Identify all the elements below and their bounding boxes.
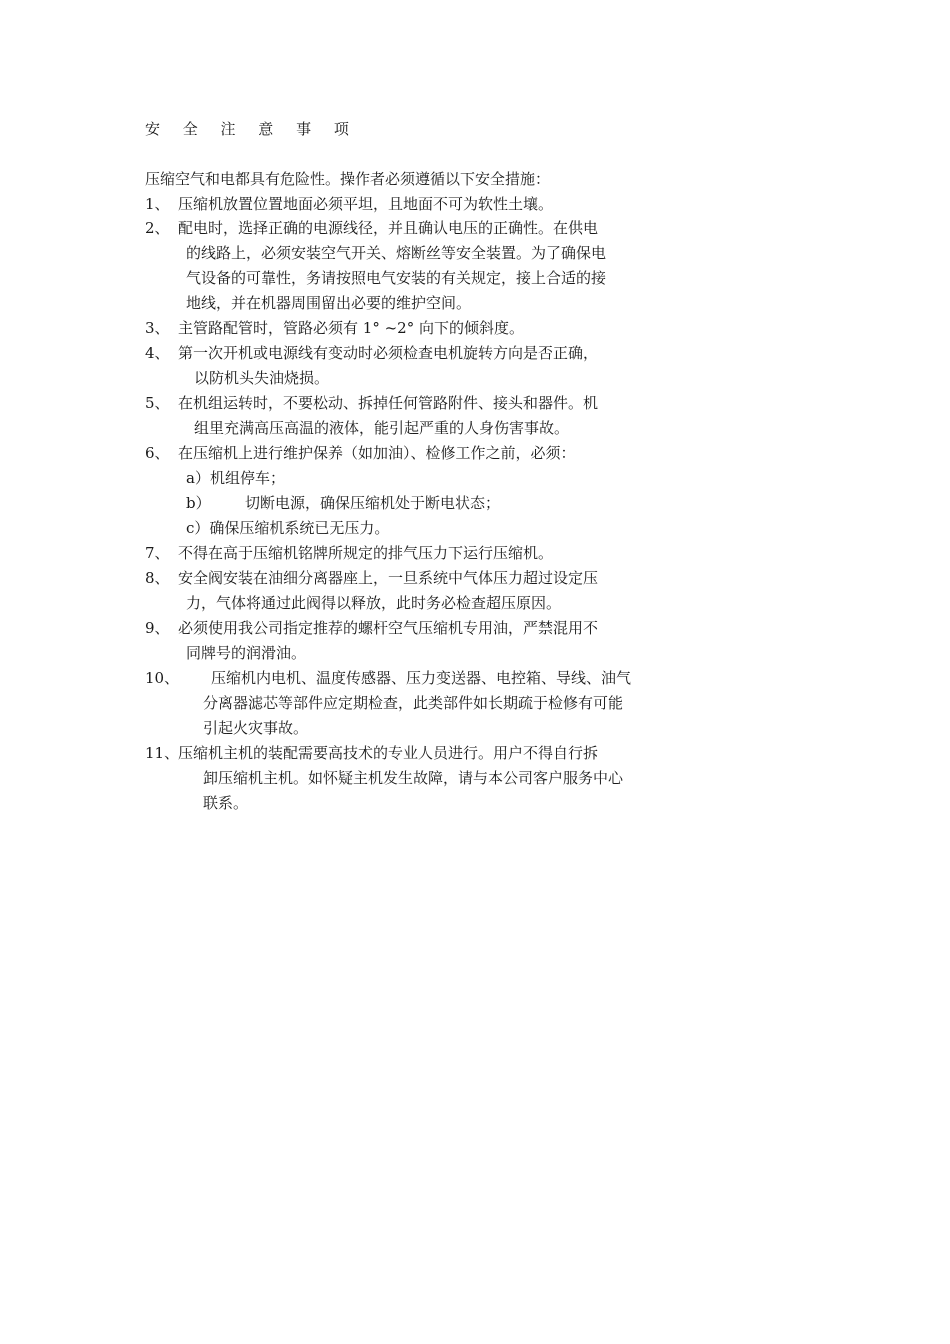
item-3-number: 3、: [145, 319, 170, 337]
item-2-line-2: 的线路上，必须安装空气开关、熔断丝等安全装置。为了确保电: [186, 244, 607, 262]
item-2-number: 2、: [145, 219, 170, 237]
item-11-line-1: 压缩机主机的装配需要高技术的专业人员进行。用户不得自行拆: [178, 744, 599, 762]
item-4-number: 4、: [145, 344, 170, 362]
item-10-line-1: 压缩机内电机、温度传感器、压力变送器、电控箱、导线、油气: [211, 669, 632, 687]
item-10-number: 10、: [145, 669, 180, 687]
item-8-number: 8、: [145, 569, 170, 587]
item-1-line-1: 压缩机放置位置地面必须平坦，且地面不可为软性土壤。: [178, 195, 554, 213]
document-title: 安 全 注 意 事 项: [145, 120, 358, 138]
item-11-number: 11、: [145, 744, 180, 762]
item-9-line-2: 同牌号的润滑油。: [186, 644, 307, 662]
item-5-line-2: 组里充满高压高温的液体，能引起严重的人身伤害事故。: [194, 419, 570, 437]
item-6-sub-c: c）确保压缩机系统已无压力。: [186, 519, 390, 537]
item-6-sub-a: a）机组停车；: [186, 469, 285, 487]
item-7-line-1: 不得在高于压缩机铭牌所规定的排气压力下运行压缩机。: [178, 544, 554, 562]
item-9-line-1: 必须使用我公司指定推荐的螺杆空气压缩机专用油，严禁混用不: [178, 619, 599, 637]
item-1-number: 1、: [145, 195, 170, 213]
item-2-line-3: 气设备的可靠性，务请按照电气安装的有关规定，接上合适的接: [186, 269, 607, 287]
item-8-line-2: 力，气体将通过此阀得以释放，此时务必检查超压原因。: [186, 594, 562, 612]
item-10-line-2: 分离器滤芯等部件应定期检查，此类部件如长期疏于检修有可能: [203, 694, 624, 712]
item-6-number: 6、: [145, 444, 170, 462]
item-3-line-1: 主管路配管时，管路必须有 1° ~2° 向下的倾斜度。: [178, 319, 524, 337]
item-10-line-3: 引起火灾事故。: [203, 719, 309, 737]
item-8-line-1: 安全阀安装在油细分离器座上，一旦系统中气体压力超过设定压: [178, 569, 599, 587]
item-11-line-2: 卸压缩机主机。如怀疑主机发生故障，请与本公司客户服务中心: [203, 769, 624, 787]
item-4-line-1: 第一次开机或电源线有变动时必须检查电机旋转方向是否正确，: [178, 344, 599, 362]
item-6-sub-b-label: b）: [186, 494, 211, 512]
document-intro: 压缩空气和电都具有危险性。操作者必须遵循以下安全措施：: [145, 170, 551, 188]
item-11-line-3: 联系。: [203, 794, 249, 812]
item-5-line-1: 在机组运转时，不要松动、拆掉任何管路附件、接头和器件。机: [178, 394, 599, 412]
item-2-line-4: 地线，并在机器周围留出必要的维护空间。: [186, 294, 472, 312]
item-6-sub-b-text: 切断电源，确保压缩机处于断电状态；: [245, 494, 501, 512]
item-9-number: 9、: [145, 619, 170, 637]
item-6-line-1: 在压缩机上进行维护保养（如加油）、检修工作之前，必须：: [178, 444, 576, 462]
item-5-number: 5、: [145, 394, 170, 412]
item-2-line-1: 配电时，选择正确的电源线径，并且确认电压的正确性。在供电: [178, 219, 599, 237]
item-4-line-2: 以防机头失油烧损。: [194, 369, 330, 387]
item-7-number: 7、: [145, 544, 170, 562]
